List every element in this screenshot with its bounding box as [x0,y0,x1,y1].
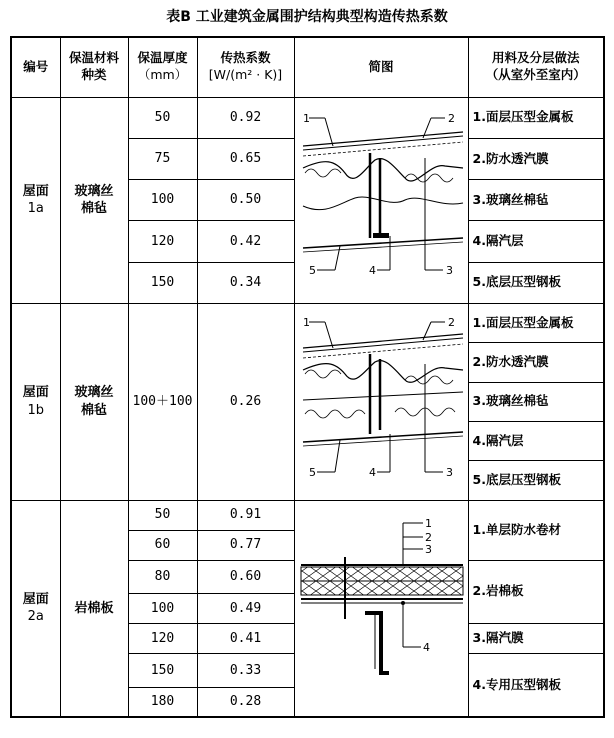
table-row [11,500,604,530]
code-2a-line1: 屋面 [22,591,49,607]
layer-cell: 1.面层压型金属板 [468,97,604,138]
thickness-cell: 100 [128,594,197,624]
callout-3: 3 [424,542,432,556]
header-layers [468,37,604,97]
material-1b-line2: 棉毡 [80,402,107,418]
callout-2: 2 [424,530,432,544]
figure-cell-1b [294,304,468,501]
code-1a-line1: 屋面 [22,183,49,199]
table-row [11,97,604,138]
heat-transfer-table [10,36,605,718]
layer-cell: 2.岩棉板 [468,560,604,624]
roof-1a-diagram [295,98,468,298]
thickness-cell: 120 [128,221,197,262]
layer-cell: 3.玻璃丝棉毡 [468,180,604,221]
callout-5: 5 [308,466,316,480]
callout-3: 3 [445,263,453,277]
table-title: 表B 工业建筑金属围护结构典型构造传热系数 [166,9,448,25]
callout-1: 1 [302,316,310,330]
thickness-cell: 180 [128,687,197,717]
thickness-cell: 50 [128,500,197,530]
material-cell-1b [60,304,128,501]
layer-cell: 3.玻璃丝棉毡 [468,382,604,421]
table-row [11,304,604,343]
header-row [11,37,604,97]
layer-cell: 2.防水透汽膜 [468,138,604,179]
layer-cell: 4.隔汽层 [468,221,604,262]
layer-cell: 1.面层压型金属板 [468,304,604,343]
roof-2a-diagram [295,501,468,711]
thickness-cell: 60 [128,530,197,560]
thickness-cell: 80 [128,560,197,594]
thickness-cell: 75 [128,138,197,179]
coef-cell: 0.34 [197,262,294,303]
callout-1: 1 [302,111,310,125]
callout-5: 5 [308,263,316,277]
coef-cell: 0.49 [197,594,294,624]
header-figure: 简图 [294,37,468,97]
callout-4: 4 [368,263,376,277]
header-coef [197,37,294,97]
coef-cell: 0.50 [197,180,294,221]
header-layers-line2: （从室外至室内） [485,67,586,83]
code-2a-line2: 2a [27,609,44,625]
coef-cell: 0.91 [197,500,294,530]
header-material-line2: 种类 [81,67,107,83]
figure-cell-1a [294,97,468,304]
roof-1b-diagram [295,304,468,494]
thickness-cell: 100 [128,180,197,221]
coef-cell: 0.92 [197,97,294,138]
coef-cell: 0.42 [197,221,294,262]
code-1b-line1: 屋面 [22,385,49,401]
layer-cell: 2.防水透汽膜 [468,343,604,382]
coef-cell: 0.41 [197,624,294,654]
layer-cell: 5.底层压型钢板 [468,262,604,303]
layer-cell: 4.专用压型钢板 [468,654,604,718]
coef-cell: 0.77 [197,530,294,560]
layer-cell: 3.隔汽膜 [468,624,604,654]
header-coef-line1: 传热系数 [220,50,271,66]
thickness-cell: 150 [128,654,197,688]
layer-cell: 1.单层防水卷材 [468,500,604,560]
header-code: 编号 [11,37,60,97]
header-layers-line1: 用料及分层做法 [491,50,580,66]
code-cell-2a [11,500,60,717]
header-thickness-line2: （mm） [137,67,188,83]
code-1b-line2: 1b [27,402,45,418]
code-1a-line2: 1a [27,201,44,217]
header-thickness [128,37,197,97]
thickness-cell: 100＋100 [128,304,197,501]
coef-cell: 0.33 [197,654,294,688]
material-cell-2a: 岩棉板 [60,500,128,717]
material-1a-line2: 棉毡 [80,201,107,217]
material-1a-line1: 玻璃丝 [74,183,114,199]
coef-cell: 0.28 [197,687,294,717]
callout-2: 2 [447,111,455,125]
layer-cell: 5.底层压型钢板 [468,461,604,500]
header-material-line1: 保温材料 [68,50,119,66]
header-thickness-line1: 保温厚度 [137,50,188,66]
header-coef-line2: [W/(m² · K)] [208,67,283,83]
header-material [60,37,128,97]
callout-1: 1 [424,516,432,530]
callout-2: 2 [447,316,455,330]
coef-cell: 0.65 [197,138,294,179]
coef-cell: 0.60 [197,560,294,594]
layer-cell: 4.隔汽层 [468,421,604,460]
thickness-cell: 120 [128,624,197,654]
callout-3: 3 [445,466,453,480]
code-cell-1b [11,304,60,501]
callout-4: 4 [422,640,430,654]
callout-4: 4 [368,466,376,480]
material-cell-1a [60,97,128,304]
thickness-cell: 150 [128,262,197,303]
thickness-cell: 50 [128,97,197,138]
code-cell-1a [11,97,60,304]
figure-cell-2a [294,500,468,717]
material-1b-line1: 玻璃丝 [74,385,114,401]
coef-cell: 0.26 [197,304,294,501]
